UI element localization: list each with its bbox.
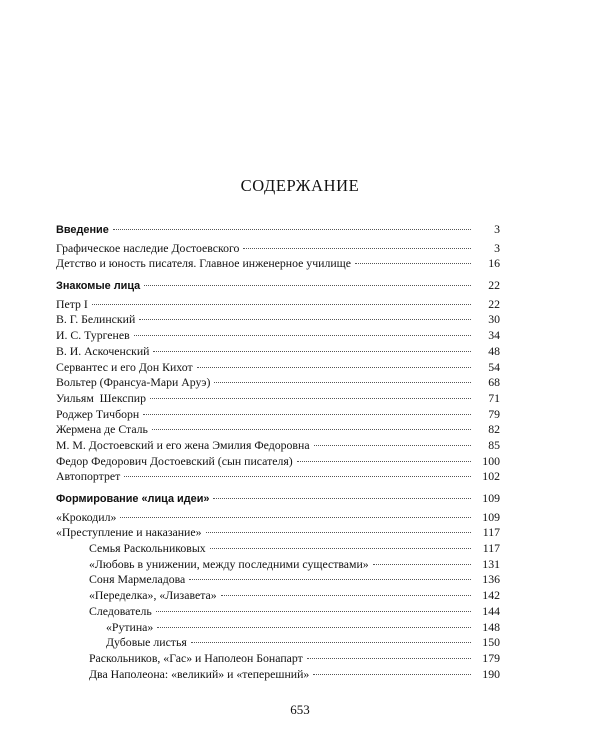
toc-entry[interactable] <box>56 525 500 541</box>
toc-page-number: 82 <box>488 422 500 437</box>
toc-subentry[interactable] <box>56 572 500 588</box>
toc-page-number: 71 <box>488 390 500 405</box>
toc-page-number: 131 <box>482 556 500 571</box>
toc-page-number: 102 <box>482 469 500 484</box>
dot-leader <box>197 366 471 368</box>
toc-entry[interactable] <box>56 391 500 407</box>
toc-entry-label: «Крокодил» <box>56 509 117 524</box>
toc-entry-label: М. М. Достоевский и его жена Эмилия Федоровна <box>56 437 310 452</box>
toc-entry-label: Петр I <box>56 296 88 311</box>
toc-entry-label: Детство и юность писателя. Главное инженерное училище <box>56 256 351 271</box>
toc-entry[interactable] <box>56 407 500 423</box>
table-of-contents <box>56 222 500 682</box>
dot-leader <box>139 318 471 320</box>
toc-page-number: 150 <box>482 635 500 650</box>
toc-entry-label: В. И. Аскоченский <box>56 343 150 358</box>
toc-page-number: 100 <box>482 453 500 468</box>
toc-entry-label: Два Наполеона: «великий» и «теперешний» <box>89 666 310 681</box>
dot-leader <box>150 397 471 399</box>
toc-subsubentry[interactable] <box>56 635 500 651</box>
toc-entry-label: Раскольников, «Гас» и Наполеон Бонапарт <box>89 650 303 665</box>
toc-entry[interactable] <box>56 312 500 328</box>
toc-entry[interactable] <box>56 360 500 376</box>
toc-page-number: 117 <box>482 525 500 540</box>
toc-page-number: 3 <box>494 240 500 255</box>
dot-leader <box>297 460 471 462</box>
toc-page-number: 48 <box>488 343 500 358</box>
toc-entry[interactable] <box>56 469 500 485</box>
toc-entry-label: Федор Федорович Достоевский (сын писателя) <box>56 453 293 468</box>
dot-leader <box>157 626 471 628</box>
toc-title: СОДЕРЖАНИЕ <box>240 176 360 195</box>
dot-leader <box>221 594 471 596</box>
toc-page-number: 34 <box>488 328 500 343</box>
dot-leader <box>124 475 471 477</box>
toc-entry[interactable] <box>56 438 500 454</box>
toc-entry-label: «Рутина» <box>106 619 154 634</box>
dot-leader <box>92 303 471 305</box>
toc-entry-label: Автопортрет <box>56 469 121 484</box>
toc-entry[interactable] <box>56 344 500 360</box>
toc-entry-label: «Преступление и наказание» <box>56 525 202 540</box>
toc-entry-label: Соня Мармеладова <box>89 572 186 587</box>
toc-entry-label: В. Г. Белинский <box>56 312 136 327</box>
toc-subentry[interactable] <box>56 588 500 604</box>
toc-entry-label: Дубовые листья <box>106 635 187 650</box>
toc-page-number: 79 <box>488 406 500 421</box>
toc-page-number: 148 <box>482 619 500 634</box>
dot-leader <box>210 547 471 549</box>
dot-leader <box>307 657 471 659</box>
toc-section-familiar-faces[interactable] <box>56 278 500 294</box>
toc-entry-label: Уильям Шекспир <box>56 390 147 405</box>
dot-leader <box>214 381 471 383</box>
toc-entry-label: Роджер Тичборн <box>56 406 140 421</box>
toc-section-face-of-idea[interactable] <box>56 491 500 507</box>
dot-leader <box>191 641 471 643</box>
toc-entry-label: Сервантес и его Дон Кихот <box>56 359 193 374</box>
dot-leader <box>206 531 472 533</box>
toc-page-number: 68 <box>488 375 500 390</box>
toc-entry[interactable] <box>56 375 500 391</box>
dot-leader <box>189 578 471 580</box>
toc-subentry[interactable] <box>56 604 500 620</box>
dot-leader <box>373 563 471 565</box>
dot-leader <box>113 228 471 230</box>
dot-leader <box>143 413 471 415</box>
toc-entry-label: Семья Раскольниковых <box>89 541 206 556</box>
dot-leader <box>156 610 471 612</box>
dot-leader <box>355 262 471 264</box>
dot-leader <box>152 428 471 430</box>
toc-entry[interactable] <box>56 510 500 526</box>
toc-subentry[interactable] <box>56 557 500 573</box>
toc-page-number: 30 <box>488 312 500 327</box>
toc-page-number: 85 <box>488 437 500 452</box>
toc-page-number: 179 <box>482 650 500 665</box>
toc-section-title: Знакомые лица <box>56 280 141 293</box>
toc-section-title: Формирование «лица идеи» <box>56 493 210 505</box>
toc-page-number: 16 <box>488 256 500 271</box>
toc-entry-label: Жермена де Сталь <box>56 422 148 437</box>
dot-leader <box>243 247 471 249</box>
dot-leader <box>120 516 471 518</box>
toc-page-number: 117 <box>482 541 500 556</box>
toc-page-number: 22 <box>488 278 500 293</box>
toc-subentry[interactable] <box>56 541 500 557</box>
toc-entry-label: И. С. Тургенев <box>56 328 130 343</box>
dot-leader <box>153 350 471 352</box>
toc-entry[interactable] <box>56 454 500 470</box>
toc-entry-label: «Переделка», «Лизавета» <box>89 588 217 603</box>
page-number: 653 <box>290 702 310 717</box>
toc-entry[interactable] <box>56 328 500 344</box>
toc-entry[interactable] <box>56 297 500 313</box>
toc-entry[interactable] <box>56 422 500 438</box>
toc-section-introduction[interactable] <box>56 222 500 238</box>
toc-page-number: 3 <box>494 222 500 236</box>
dot-leader <box>144 284 471 286</box>
toc-page-number: 54 <box>488 359 500 374</box>
toc-entry-label: Вольтер (Франсуа-Мари Аруэ) <box>56 375 211 390</box>
toc-section-title: Введение <box>56 224 109 236</box>
toc-page-number: 144 <box>482 603 500 618</box>
toc-entry-label: «Любовь в унижении, между последними существами» <box>89 556 369 571</box>
toc-subentry[interactable] <box>56 667 500 683</box>
toc-page-number: 190 <box>482 666 500 681</box>
toc-page-number: 109 <box>482 491 500 505</box>
dot-leader <box>134 334 471 336</box>
dot-leader <box>313 673 471 675</box>
dot-leader <box>213 497 471 499</box>
toc-entry-label: Графическое наследие Достоевского <box>56 240 240 255</box>
toc-subentry[interactable] <box>56 651 500 667</box>
toc-page-number: 136 <box>482 572 500 587</box>
toc-entry[interactable] <box>56 256 500 272</box>
toc-entry-label: Следователь <box>89 603 152 618</box>
toc-subsubentry[interactable] <box>56 620 500 636</box>
toc-page-number: 22 <box>488 296 500 311</box>
toc-entry[interactable] <box>56 241 500 257</box>
toc-page-number: 142 <box>482 588 500 603</box>
toc-page-number: 109 <box>482 509 500 524</box>
dot-leader <box>314 444 471 446</box>
